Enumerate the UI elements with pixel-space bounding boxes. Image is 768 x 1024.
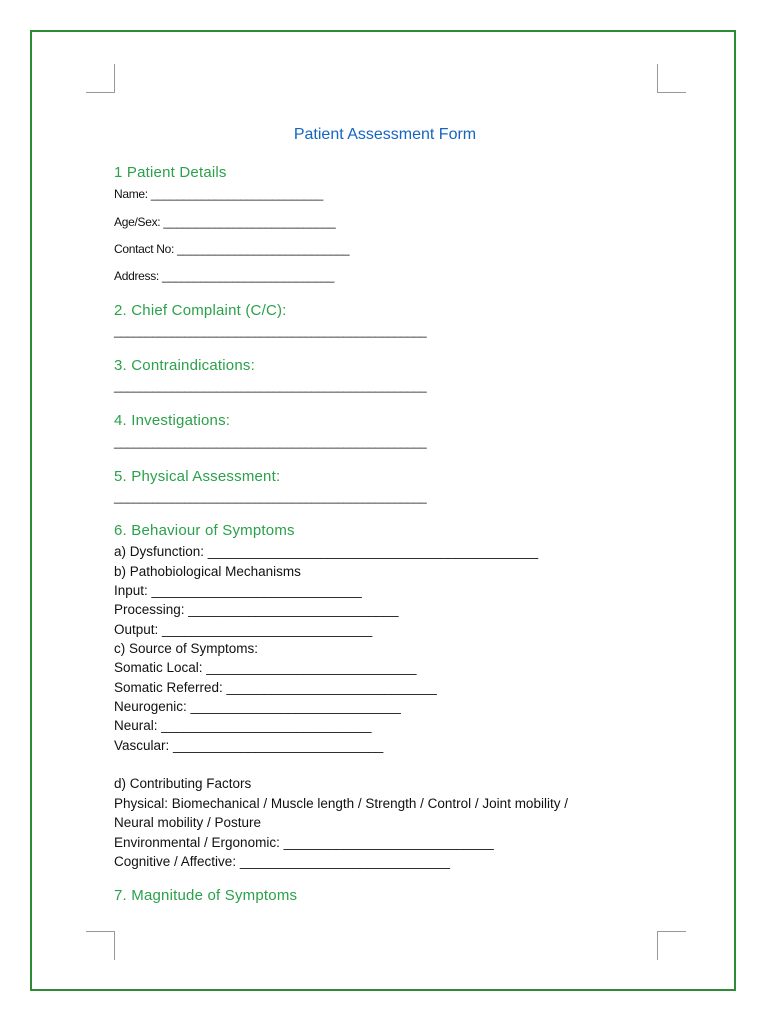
contraindications-line[interactable]: _________________________________________________ [114, 379, 427, 393]
field-address[interactable]: Address: ___________________________ [114, 269, 335, 283]
document-page [30, 30, 736, 991]
field-neurogenic[interactable]: Neurogenic: ____________________________ [114, 699, 401, 714]
field-dysfunction[interactable]: a) Dysfunction: ____________________________________________ [114, 544, 539, 559]
section-heading-magnitude: 7. Magnitude of Symptoms [114, 887, 298, 904]
section-heading-physical-assessment: 5. Physical Assessment: [114, 468, 281, 485]
section-heading-patient-details: 1 Patient Details [114, 164, 227, 181]
crop-mark-bottom-right [657, 931, 686, 960]
investigations-line[interactable]: _________________________________________________ [114, 435, 427, 449]
field-cognitive[interactable]: Cognitive / Affective: ____________________________ [114, 854, 451, 869]
physical-assessment-line[interactable]: _________________________________________________ [114, 490, 427, 504]
field-age-sex[interactable]: Age/Sex: ___________________________ [114, 215, 336, 229]
field-output[interactable]: Output: ____________________________ [114, 622, 373, 637]
field-contact[interactable]: Contact No: ___________________________ [114, 242, 350, 256]
crop-mark-bottom-left [86, 931, 115, 960]
crop-mark-top-left [86, 64, 115, 93]
field-processing[interactable]: Processing: ____________________________ [114, 602, 399, 617]
field-neural[interactable]: Neural: ____________________________ [114, 718, 372, 733]
section-heading-investigations: 4. Investigations: [114, 412, 231, 429]
field-input[interactable]: Input: ____________________________ [114, 583, 362, 598]
field-vascular[interactable]: Vascular: ____________________________ [114, 738, 384, 753]
source-heading: c) Source of Symptoms: [114, 641, 259, 656]
section-heading-behaviour: 6. Behaviour of Symptoms [114, 522, 295, 539]
crop-mark-top-right [657, 64, 686, 93]
field-name[interactable]: Name: ___________________________ [114, 187, 323, 201]
pathobiological-heading: b) Pathobiological Mechanisms [114, 564, 301, 579]
field-somatic-referred[interactable]: Somatic Referred: ____________________________ [114, 680, 437, 695]
section-heading-chief-complaint: 2. Chief Complaint (C/C): [114, 302, 287, 319]
physical-factors-line2: Neural mobility / Posture [114, 815, 262, 830]
field-somatic-local[interactable]: Somatic Local: ____________________________ [114, 660, 417, 675]
contributing-heading: d) Contributing Factors [114, 776, 252, 791]
physical-factors-line1: Physical: Biomechanical / Muscle length / Strength / Control / Joint mobility / [114, 796, 568, 811]
form-title: Patient Assessment Form [293, 126, 477, 143]
field-environmental[interactable]: Environmental / Ergonomic: ____________________________ [114, 835, 494, 850]
section-heading-contraindications: 3. Contraindications: [114, 357, 255, 374]
chief-complaint-line[interactable]: _________________________________________________ [114, 324, 427, 338]
